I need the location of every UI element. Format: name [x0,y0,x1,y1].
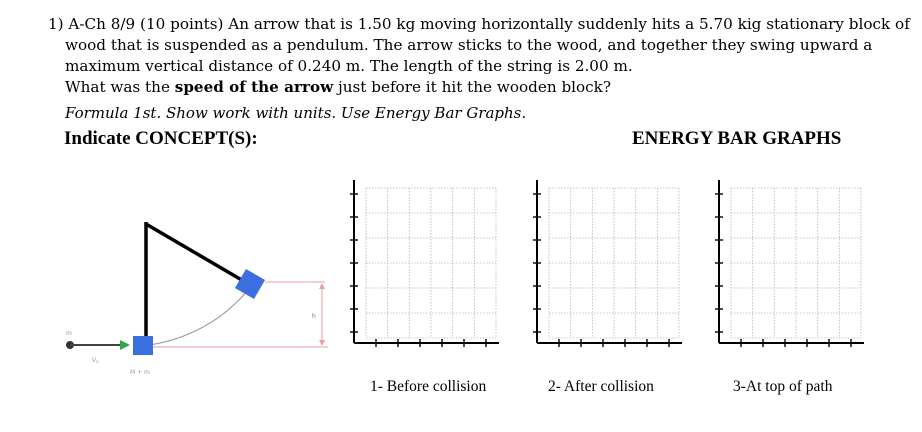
arrow-mass-label: m [66,330,72,337]
question-line-1: 1) A-Ch 8/9 (10 points) An arrow that is 1.50 kg moving horizontally suddenly hits a 5.70 kig stationary block of [48,15,910,33]
instructions: Formula 1st. Show work with units. Use Energy Bar Graphs. [65,104,527,122]
emphasis-speed: speed of the arrow [174,78,334,96]
question-line-2: wood that is suspended as a pendulum. The arrow sticks to the wood, and together they swing upward a [65,36,873,54]
question-line-3: maximum vertical distance of 0.240 m. The length of the string is 2.00 m. [65,57,633,75]
combined-mass-label: M + m [130,369,150,376]
velocity-label: Vo [92,357,99,364]
question-line-4: What was the speed of the arrow just before it hit the wooden block? [65,78,612,96]
graph-label-after: 2- After collision [548,378,654,395]
height-label: h [312,313,316,320]
graph-label-before: 1- Before collision [370,378,487,395]
energy-bar-graphs-title: ENERGY BAR GRAPHS [632,128,842,149]
graph-label-top: 3-At top of path [733,378,833,395]
concept-label: Indicate CONCEPT(S): [64,128,258,149]
